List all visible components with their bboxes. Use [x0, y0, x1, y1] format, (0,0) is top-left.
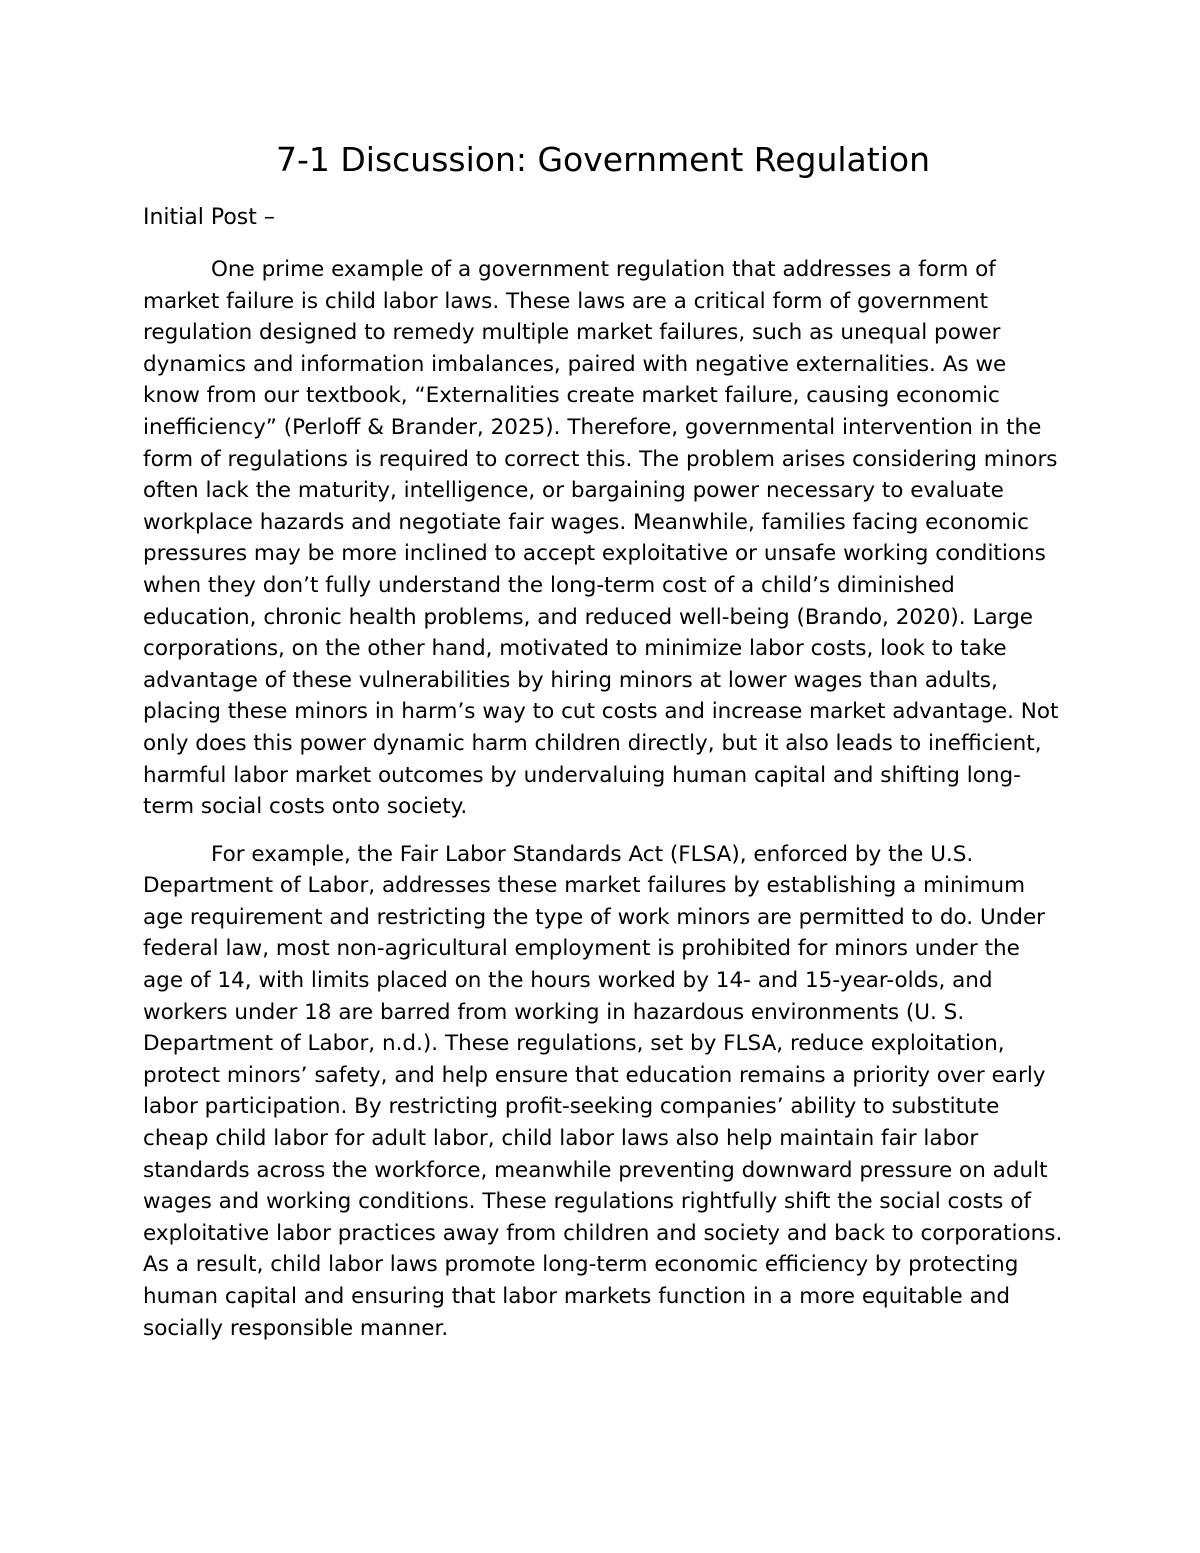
document-page	[143, 138, 1063, 1344]
body-paragraph-1: One prime example of a government regulation that addresses a form of market failure is child labor laws. These laws are a critical form of government regulation designed to remedy multiple market failures, such as unequal power dynamics and information imbalances, paired with negative externalities. As we know from our textbook, “Externalities create market failure, causing economic inefficiency” (Perloff & Brander, 2025). Therefore, governmental intervention in the form of regulations is required to correct this. The problem arises considering minors often lack the maturity, intelligence, or bargaining power necessary to evaluate workplace hazards and negotiate fair wages. Meanwhile, families facing economic pressures may be more inclined to accept exploitative or unsafe working conditions when they don’t fully understand the long-term cost of a child’s diminished education, chronic health problems, and reduced well-being (Brando, 2020). Large corporations, on the other hand, motivated to minimize labor costs, look to take advantage of these vulnerabilities by hiring minors at lower wages than adults, placing these minors in harm’s way to cut costs and increase market advantage. Not only does this power dynamic harm children directly, but it also leads to inefficient, harmful labor market outcomes by undervaluing human capital and shifting long-term social costs onto society.	[143, 257, 1059, 820]
section-heading: Initial Post –	[143, 205, 275, 230]
body-paragraph-2: For example, the Fair Labor Standards Act (FLSA), enforced by the U.S. Department of Labor, addresses these market failures by establishing a minimum age requirement and restricting the type of work minors are permitted to do. Under federal law, most non-agricultural employment is prohibited for minors under the age of 14, with limits placed on the hours worked by 14- and 15-year-olds, and workers under 18 are barred from working in hazardous environments (U. S. Department of Labor, n.d.). These regulations, set by FLSA, reduce exploitation, protect minors’ safety, and help ensure that education remains a priority over early labor participation. By restricting profit-seeking companies’ ability to substitute cheap child labor for adult labor, child labor laws also help maintain fair labor standards across the workforce, meanwhile preventing downward pressure on adult wages and working conditions. These regulations rightfully shift the social costs of exploitative labor practices away from children and society and back to corporations. As a result, child labor laws promote long-term economic efficiency by protecting human capital and ensuring that labor markets function in a more equitable and socially responsible manner.	[143, 841, 1063, 1341]
document-title: 7-1 Discussion: Government Regulation	[276, 140, 930, 179]
